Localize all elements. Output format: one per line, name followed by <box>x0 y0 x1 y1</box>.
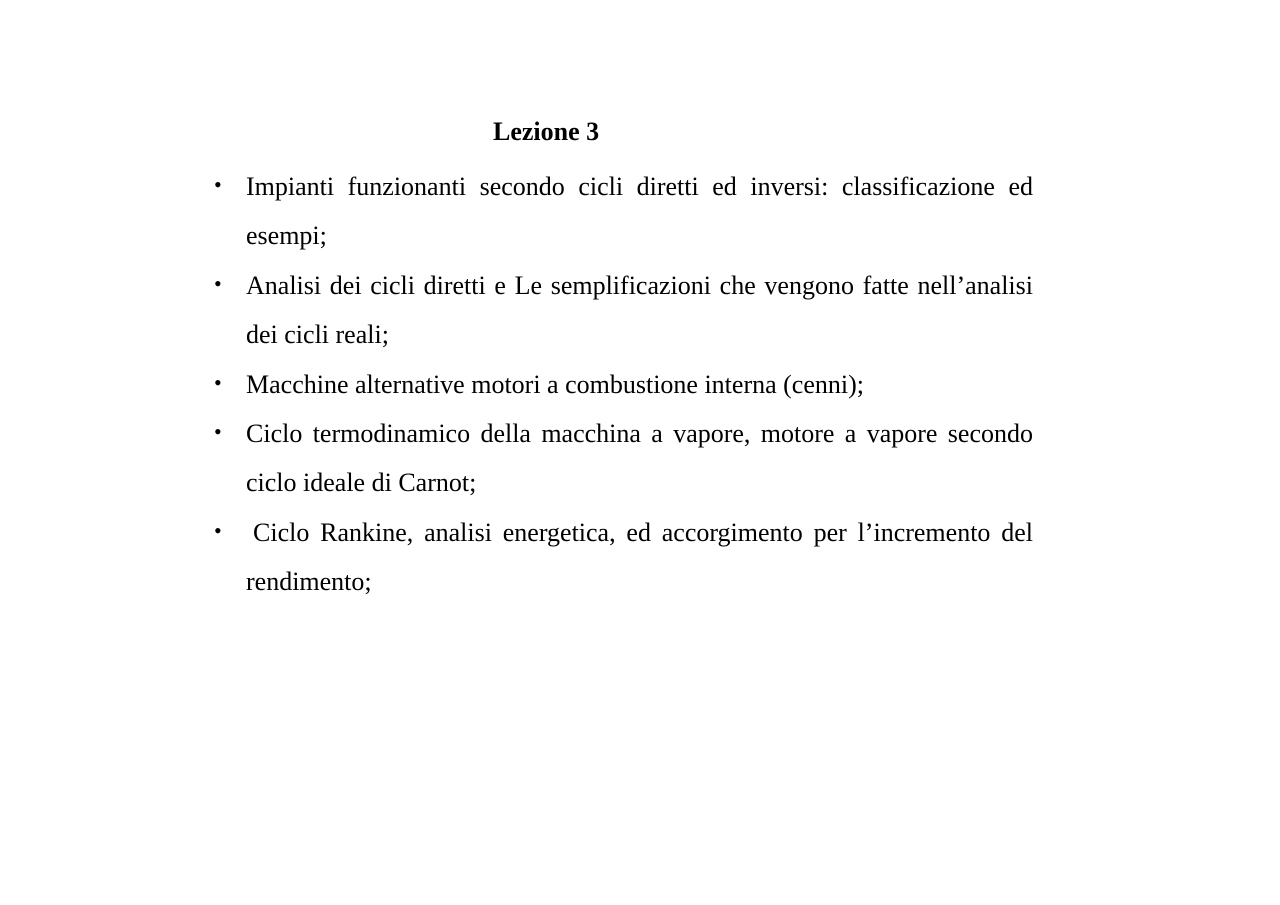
list-item-text: Ciclo Rankine, analisi energetica, ed accorgimento per l’incremento del rendimento; <box>246 517 1033 597</box>
list-item <box>214 508 1033 607</box>
list-item <box>214 162 1033 261</box>
list-item <box>214 360 1033 409</box>
bullet-icon: • <box>214 270 222 296</box>
list-item-text: Macchine alternative motori a combustione interna (cenni); <box>246 369 864 399</box>
bullet-icon: • <box>214 369 222 395</box>
bullet-icon: • <box>214 517 222 543</box>
topic-list <box>214 162 1033 607</box>
bullet-icon: • <box>214 172 222 197</box>
list-item-text: Ciclo termodinamico della macchina a vapore, motore a vapore secondo ciclo ideale di Carnot; <box>246 419 1033 498</box>
list-item-text: Impianti funzionanti secondo cicli diretti ed inversi: classificazione ed esempi; <box>246 172 1033 251</box>
list-item <box>214 261 1033 360</box>
list-item-text: Analisi dei cicli diretti e Le semplificazioni che vengono fatte nell’analisi dei cicli reali; <box>246 270 1033 350</box>
list-item <box>214 409 1033 508</box>
page-title: Lezione 3 <box>493 117 600 146</box>
bullet-icon: • <box>214 419 222 445</box>
